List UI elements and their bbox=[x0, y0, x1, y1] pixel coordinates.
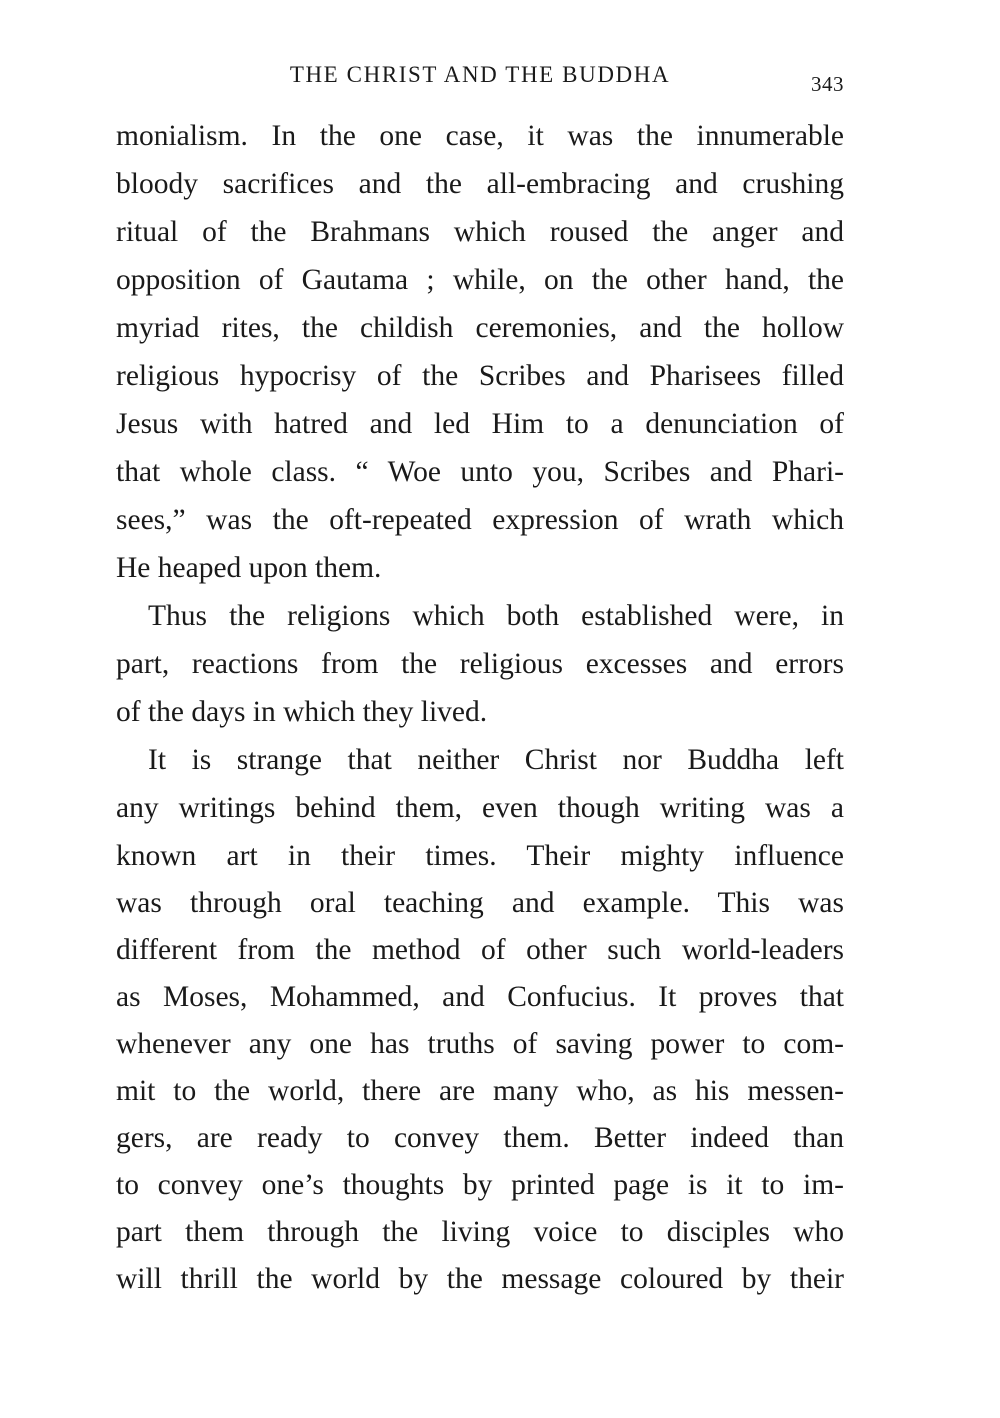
text-line: opposition of Gautama ; while, on the other hand, the bbox=[116, 264, 844, 296]
text-line: as Moses, Mohammed, and Confucius. It proves that bbox=[116, 981, 844, 1013]
text-line: sees,” was the oft-repeated expression of wrath which bbox=[116, 504, 844, 536]
text-line: He heaped upon them. bbox=[116, 552, 382, 584]
text-line: to convey one’s thoughts by printed page is it to im- bbox=[116, 1169, 844, 1201]
text-line: any writings behind them, even though writing was a bbox=[116, 792, 844, 824]
text-line: It is strange that neither Christ nor Buddha left bbox=[148, 744, 844, 776]
text-line: different from the method of other such world-leaders bbox=[116, 934, 844, 966]
text-line: Thus the religions which both established were, in bbox=[148, 600, 844, 632]
page-number: 343 bbox=[811, 72, 844, 96]
text-line: mit to the world, there are many who, as his messen- bbox=[116, 1075, 844, 1107]
text-line: of the days in which they lived. bbox=[116, 696, 488, 728]
text-line: monialism. In the one case, it was the innumerable bbox=[116, 120, 844, 152]
text-line: whenever any one has truths of saving power to com- bbox=[116, 1028, 844, 1060]
text-line: bloody sacrifices and the all-embracing and crushing bbox=[116, 168, 844, 200]
text-line: myriad rites, the childish ceremonies, and the hollow bbox=[116, 312, 844, 344]
text-line: that whole class. “ Woe unto you, Scribes and Phari- bbox=[116, 456, 844, 488]
text-line: known art in their times. Their mighty influence bbox=[116, 840, 844, 872]
running-title: THE CHRIST AND THE BUDDHA bbox=[289, 62, 671, 87]
text-line: part them through the living voice to disciples who bbox=[116, 1216, 844, 1248]
text-line: ritual of the Brahmans which roused the anger and bbox=[116, 216, 844, 248]
text-line: gers, are ready to convey them. Better indeed than bbox=[116, 1122, 844, 1154]
text-line: will thrill the world by the message coloured by their bbox=[116, 1263, 844, 1295]
running-head bbox=[116, 62, 844, 96]
text-line: was through oral teaching and example. This was bbox=[116, 887, 844, 919]
text-line: religious hypocrisy of the Scribes and Pharisees filled bbox=[116, 360, 844, 392]
text-line: Jesus with hatred and led Him to a denunciation of bbox=[116, 408, 844, 440]
text-line: part, reactions from the religious excesses and errors bbox=[116, 648, 844, 680]
